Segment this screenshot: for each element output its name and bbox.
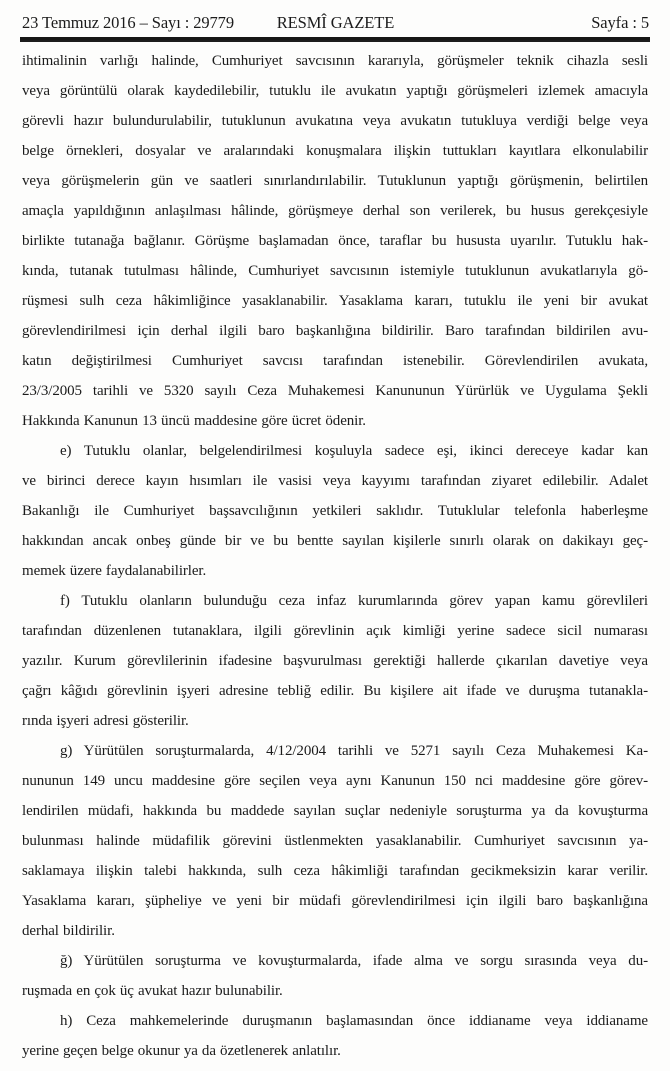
text-line: görevlendirilmesi için derhal ilgili baro başkanlığına bildirilir. Baro tarafından bildirilen avu- <box>22 323 648 339</box>
text-line: Hakkında Kanunun 13 üncü maddesine göre ücret ödenir. <box>22 413 366 429</box>
text-line: e) Tutuklu olanlar, belgelendirilmesi koşuluyla sadece eşi, ikinci dereceye kadar kan <box>60 443 648 459</box>
paragraph-continuation <box>22 46 648 436</box>
text-line: saklamaya ilişkin talebi hakkında, sulh ceza hâkimliği tarafından gecikmeksizin karar verilir. <box>22 863 648 879</box>
paragraph-item-f <box>22 586 648 736</box>
text-line: h) Ceza mahkemelerinde duruşmanın başlamasından önce iddianame veya iddianame <box>60 1013 648 1029</box>
text-line: yerine geçen belge okunur ya da özetlenerek anlatılır. <box>22 1043 341 1059</box>
page-body <box>0 42 670 1066</box>
text-line: tarafından düzenlenen tutanaklara, ilgili görevlinin açık kimliği yerine sadece sicil numarası <box>22 623 648 639</box>
header-date-issue: 23 Temmuz 2016 – Sayı : 29779 <box>22 13 234 32</box>
text-line: nununun 149 uncu maddesine göre seçilen veya aynı Kanunun 150 nci maddesine göre görev- <box>22 773 648 789</box>
text-line: 23/3/2005 tarihli ve 5320 sayılı Ceza Muhakemesi Kanununun Yürürlük ve Uygulama Şekli <box>22 383 648 399</box>
text-line: derhal bildirilir. <box>22 923 115 939</box>
text-line: ğ) Yürütülen soruşturma ve kovuşturmalarda, ifade alma ve sorgu sırasında veya du- <box>60 953 648 969</box>
text-line: kında, tutanak tutulması hâlinde, Cumhuriyet savcısının istemiyle tutuklunun avukatlarıyla gö- <box>22 263 648 279</box>
text-line: ve birinci derece kayın hısımları ile vasisi veya kayyımı tarafından ziyaret edilebilir. Adalet <box>22 473 648 489</box>
text-line: çağrı kâğıdı görevlinin işyeri adresine tebliğ edilir. Bu kişilere ait ifade ve duruşma tutanakla- <box>22 683 648 699</box>
text-line: Bakanlığı ile Cumhuriyet başsavcılığının yetkileri saklıdır. Tutuklular telefonla haberleşme <box>22 503 648 519</box>
text-line: rında işyeri adresi gösterilir. <box>22 713 189 729</box>
text-line: birlikte tutanağa bağlanır. Görüşme başlamadan önce, taraflar bu hususta uyarılır. Tutuklu hak- <box>22 233 648 249</box>
header-page-number: Sayfa : 5 <box>591 13 649 32</box>
text-line: belge örnekleri, dosyalar ve aralarındaki konuşmalara ilişkin tuttukları kayıtlara elkonulabilir <box>22 143 648 159</box>
text-line: bulunması halinde müdafilik görevini üstlenmekten yasaklanabilir. Cumhuriyet savcısının ya- <box>22 833 648 849</box>
paragraph-item-h <box>22 1006 648 1066</box>
text-line: rüşmesi sulh ceza hâkimliğince yasaklanabilir. Yasaklama kararı, tutuklu ile yeni bir avukat <box>22 293 648 309</box>
text-line: hakkından ancak onbeş günde bir ve bu bentte sayılan kişilerle sınırlı olarak on dakikayı geç- <box>22 533 648 549</box>
text-line: memek üzere faydalanabilirler. <box>22 563 207 579</box>
paragraph-item-g <box>22 736 648 946</box>
text-line: ruşmada en çok üç avukat hazır bulunabilir. <box>22 983 283 999</box>
text-line: ihtimalinin varlığı halinde, Cumhuriyet savcısının kararıyla, görüşmeler teknik cihazla sesli <box>22 53 648 69</box>
paragraph-item-g-breve <box>22 946 648 1006</box>
text-line: amaçla yapıldığının anlaşılması hâlinde, görüşmeye derhal son verilerek, bu husus gerekçesiyle <box>22 203 648 219</box>
header-title: RESMÎ GAZETE <box>276 13 395 32</box>
text-line: g) Yürütülen soruşturmalarda, 4/12/2004 tarihli ve 5271 sayılı Ceza Muhakemesi Ka- <box>60 743 648 759</box>
page-header <box>0 0 670 33</box>
text-line: yazılır. Kurum görevlilerinin ifadesine başvurulması gerektiği hallerde çıkarılan davetiye veya <box>22 653 648 669</box>
text-line: lendirilen müdafi, hakkında bu maddede sayılan suçlar nedeniyle soruşturma ya da kovuşturma <box>22 803 648 819</box>
text-line: veya görüşmelerin gün ve saatleri sınırlandırılabilir. Tutuklunun yaptığı görüşmenin, belirtilen <box>22 173 648 189</box>
text-line: Yasaklama kararı, şüpheliye ve yeni bir müdafi görevlendirilmesi için ilgili baro başkanlığına <box>22 893 648 909</box>
text-line: görevli hazır bulundurulabilir, tutuklunun avukatına veya avukatın tutukluya verdiği belge veya <box>22 113 648 129</box>
text-line: f) Tutuklu olanların bulunduğu ceza infaz kurumlarında görev yapan kamu görevlileri <box>60 593 648 609</box>
text-line: veya görüntülü olarak kaydedilebilir, tutuklu ile avukatın yaptığı görüşmeleri izlemek amacıyla <box>22 83 648 99</box>
paragraph-item-e <box>22 436 648 586</box>
text-line: katın değiştirilmesi Cumhuriyet savcısı tarafından istenebilir. Görevlendirilen avukata, <box>22 353 648 369</box>
